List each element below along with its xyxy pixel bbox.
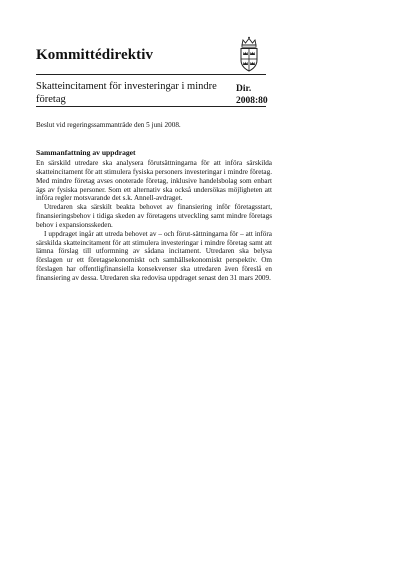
header-rule-top <box>36 74 266 75</box>
summary-heading: Sammanfattning av uppdraget <box>36 148 136 157</box>
summary-paragraph: I uppdraget ingår att utreda behovet av – och förut-sättningarna för – att införa särskilda skatteincitament för att stimulera investeringar i mindre företag samt att lämna förslag till utformning av sådana incitament. Utredaren ska belysa förslagen ur ett företagsekonomiskt och samhällsekonomiskt perspektiv. Om förslagen har offentligfinansiella konsekvenser ska utredaren även föreslå en finansiering av dessa. Utredaren ska redovisa uppdraget senast den 31 mars 2009. <box>36 229 272 282</box>
decision-date-line: Beslut vid regeringssammanträde den 5 juni 2008. <box>36 121 181 129</box>
summary-paragraph: En särskild utredare ska analysera förutsättningarna för att införa särskilda skatteincitament för att stimulera fysiska personers investeringar i mindre företag. Med mindre företag avses onoterade företag, inklusive handelsbolag som enbart ägs av fysiska personer. Som ett alternativ ska också undersökas möjligheten att införa regler motsvarande det s.k. Annell-avdraget. <box>36 159 272 203</box>
directive-number: 2008:80 <box>236 96 268 106</box>
document-title: Skatteincitament för investeringar i mindre företag <box>36 81 217 105</box>
swedish-crown-emblem-icon <box>234 36 264 74</box>
directive-label: Dir. <box>236 84 252 94</box>
document-type-heading: Kommittédirektiv <box>36 47 154 63</box>
header-rule-bottom <box>36 106 266 107</box>
summary-body <box>36 159 272 283</box>
summary-paragraph: Utredaren ska särskilt beakta behovet av finansiering inför företagsstart, finansieringsbehov i tidiga skeden av företagens utveckling samt mindre företags behov i expansionsskeden. <box>36 203 272 229</box>
directive-number-block <box>236 83 268 107</box>
